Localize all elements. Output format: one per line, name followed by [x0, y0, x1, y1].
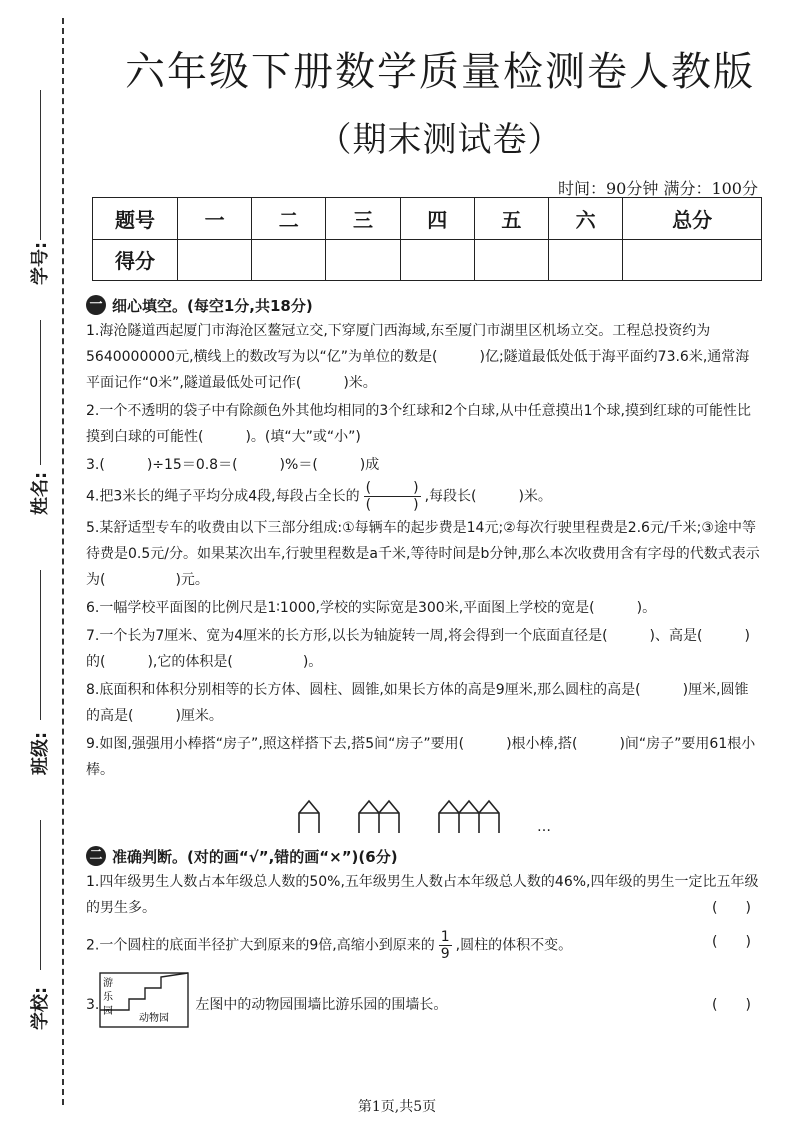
- svg-text:动物园: 动物园: [139, 1013, 170, 1024]
- class-field[interactable]: [18, 570, 51, 780]
- binding-margin: [0, 0, 72, 1123]
- question-1-9: 9.如图,强强用小棒搭“房子”,照这样搭下去,搭5间“房子”要用( )根小棒,搭( )间“房子”要用61根小棒。: [86, 736, 756, 778]
- answer-paren[interactable]: ( ): [712, 996, 751, 1013]
- class-label: 班级:: [30, 731, 51, 775]
- section-badge: 一: [86, 295, 106, 315]
- question-2-1: 1.四年级男生人数占本年级总人数的50%,五年级男生人数占本年级总人数的46%,四年级的男生一定比五年级的男生多。 ( ): [86, 869, 762, 921]
- question-2-3: 3. 游 乐 园 动物园 左图中的动物园围墙比游乐园的围墙长。 ( ): [86, 972, 762, 1037]
- exam-title: 六年级下册数学质量检测卷人教版: [125, 49, 755, 95]
- header-cell: 题号: [93, 198, 178, 240]
- house-2: [357, 797, 401, 835]
- name-label: 姓名:: [30, 471, 51, 515]
- answer-paren[interactable]: ( ): [712, 900, 751, 916]
- score-table-score-row: [93, 239, 762, 281]
- question-1-5: 5.某舒适型专车的收费由以下三部分组成:①每辆车的起步费是14元;②每次行驶里程费是2.6元/千米;③途中等待费是0.5元/分。如果某次出车,行驶里程数是a千米,等待时间是b分钟,那么本次收费用含有字母的代数式表示为( )元。: [86, 520, 760, 588]
- question-1-1: 1.海沧隧道西起厦门市海沧区鳌冠立交,下穿厦门西海域,东至厦门市湖里区机场立交。工程总投资约为5640000000元,横线上的数改写为以“亿”为单位的数是( )亿;隧道最低处低于海平面约73.6米,通常海平面记作“0米”,隧道最低处可记作( )米。: [86, 323, 750, 391]
- score-cell[interactable]: [474, 239, 548, 281]
- score-cell[interactable]: [326, 239, 400, 281]
- section-title: 细心填空。(每空1分,共18分): [112, 296, 313, 315]
- header-cell: 三: [326, 198, 400, 240]
- score-table: [92, 197, 762, 281]
- header-cell: 五: [474, 198, 548, 240]
- svg-text:游: 游: [103, 978, 114, 989]
- score-cell[interactable]: [400, 239, 474, 281]
- exam-content: [86, 290, 762, 1037]
- score-table-header-row: [93, 198, 762, 240]
- stick-houses-figure: [86, 797, 762, 835]
- svg-text:园: 园: [103, 1006, 114, 1017]
- score-cell[interactable]: [623, 239, 762, 281]
- score-row-label: 得分: [93, 239, 178, 281]
- question-1-2: 2.一个不透明的袋子中有除颜色外其他均相同的3个红球和2个白球,从中任意摸出1个球,摸到红球的可能性比摸到白球的可能性( )。(填“大”或“小”): [86, 403, 751, 445]
- section-1-heading: [86, 294, 762, 316]
- name-field[interactable]: [18, 320, 51, 520]
- school-label: 学校:: [30, 986, 51, 1030]
- exam-subtitle: （期末测试卷）: [317, 120, 563, 160]
- header-cell: 二: [252, 198, 326, 240]
- question-1-7: 7.一个长为7厘米、宽为4厘米的长方形,以长为轴旋转一周,将会得到一个底面直径是( )、高是( )的( ),它的体积是( )。: [86, 628, 750, 670]
- section-2-heading: [86, 845, 762, 867]
- section-title: 准确判断。(对的画“√”,错的画“×”)(6分): [112, 847, 398, 866]
- question-2-2: 2.一个圆柱的底面半径扩大到原来的9倍,高缩小到原来的 $\frac{1}{9}$ ,圆柱的体积不变。 ( ): [86, 929, 762, 962]
- house-3: [437, 797, 501, 835]
- score-cell[interactable]: [252, 239, 326, 281]
- student-id-label: 学号:: [30, 241, 51, 285]
- fraction-one-ninth: $\frac{1}{9}$: [440, 929, 450, 962]
- header-cell: 一: [178, 198, 252, 240]
- header-cell: 六: [549, 198, 623, 240]
- answer-paren[interactable]: ( ): [712, 934, 751, 950]
- question-1-8: 8.底面积和体积分别相等的长方体、圆柱、圆锥,如果长方体的高是9厘米,那么圆柱的高是( )厘米,圆锥的高是( )厘米。: [86, 682, 749, 724]
- school-field[interactable]: [18, 820, 51, 1035]
- header-cell: 总分: [623, 198, 762, 240]
- svg-text:乐: 乐: [103, 992, 114, 1003]
- cut-line: [62, 18, 64, 1105]
- question-1-3: 3.( )÷15＝0.8＝( )%＝( )成: [86, 457, 380, 473]
- header-cell: 四: [400, 198, 474, 240]
- question-1-4: 4.把3米长的绳子平均分成4段,每段占全长的 $\frac{( )}{( )}$ ,每段长( )米。: [86, 480, 552, 513]
- park-diagram: [99, 972, 189, 1037]
- house-1: [297, 797, 321, 835]
- score-cell[interactable]: [178, 239, 252, 281]
- houses-ellipsis: …: [537, 819, 551, 835]
- student-id-field[interactable]: [18, 90, 51, 290]
- section-badge: 二: [86, 846, 106, 866]
- score-cell[interactable]: [549, 239, 623, 281]
- page-footer: 第1页,共5页: [357, 1099, 437, 1115]
- question-1-6: 6.一幅学校平面图的比例尺是1∶1000,学校的实际宽是300米,平面图上学校的宽是( )。: [86, 600, 657, 616]
- fraction-blank[interactable]: $\frac{( )}{( )}$: [365, 480, 419, 513]
- time-score-info: 时间：90分钟 满分：100分: [558, 179, 758, 198]
